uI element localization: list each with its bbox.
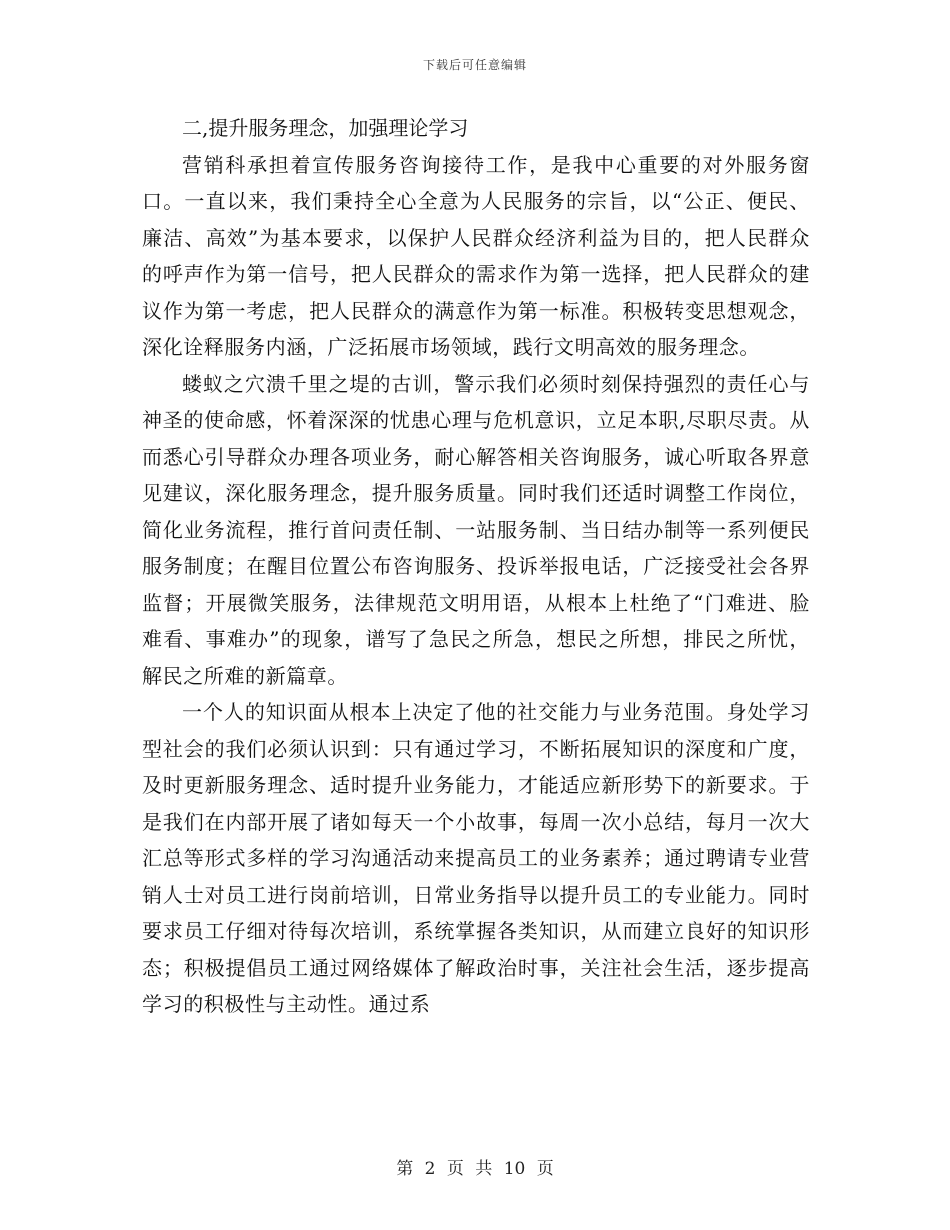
paragraph-2: 蝼蚁之穴溃千里之堤的古训，警示我们必须时刻保持强烈的责任心与神圣的使命感，怀着深深的忧患心理与危机意识，立足本职,尽职尽责。从而悉心引导群众办理各项业务，耐心解答相关咨询服务，诚心听取各界意见建议，深化服务理念，提升服务质量。同时我们还适时调整工作岗位，简化业务流程，推行首问责任制、一站服务制、当日结办制等一系列便民服务制度；在醒目位置公布咨询服务、投诉举报电话，广泛接受社会各界监督；开展微笑服务，法律规范文明用语，从根本上杜绝了“门难进、脸难看、事难办”的现象，谱写了急民之所急，想民之所想，排民之所忧，解民之所难的新篇章。 bbox=[142, 371, 810, 688]
section-heading: 二,提升服务理念，加强理论学习 bbox=[182, 116, 469, 140]
paragraph-3: 一个人的知识面从根本上决定了他的社交能力与业务范围。身处学习型社会的我们必须认识到：只有通过学习，不断拓展知识的深度和广度，及时更新服务理念、适时提升业务能力，才能适应新形势下的新要求。于是我们在内部开展了诸如每天一个小故事，每周一次小总结，每月一次大汇总等形式多样的学习沟通活动来提高员工的业务素养；通过聘请专业营销人士对员工进行岗前培训，日常业务指导以提升员工的专业能力。同时要求员工仔细对待每次培训，系统掌握各类知识，从而建立良好的知识形态；积极提倡员工通过网络媒体了解政治时事，关注社会生活，逐步提高学习的积极性与主动性。通过系 bbox=[142, 700, 810, 1016]
page-number-footer: 第 2 页 共 10 页 bbox=[396, 1159, 554, 1179]
page-header: 下载后可任意编辑 bbox=[422, 58, 527, 72]
paragraph-1: 营销科承担着宣传服务咨询接待工作，是我中心重要的对外服务窗口。一直以来，我们秉持全心全意为人民服务的宗旨，以“公正、便民、廉洁、高效”为基本要求，以保护人民群众经济利益为目的，把人民群众的呼声作为第一信号，把人民群众的需求作为第一选择，把人民群众的建议作为第一考虑，把人民群众的满意作为第一标准。积极转变思想观念，深化诠释服务内涵，广泛拓展市场领域，践行文明高效的服务理念。 bbox=[142, 152, 810, 359]
document-body bbox=[142, 110, 810, 1023]
